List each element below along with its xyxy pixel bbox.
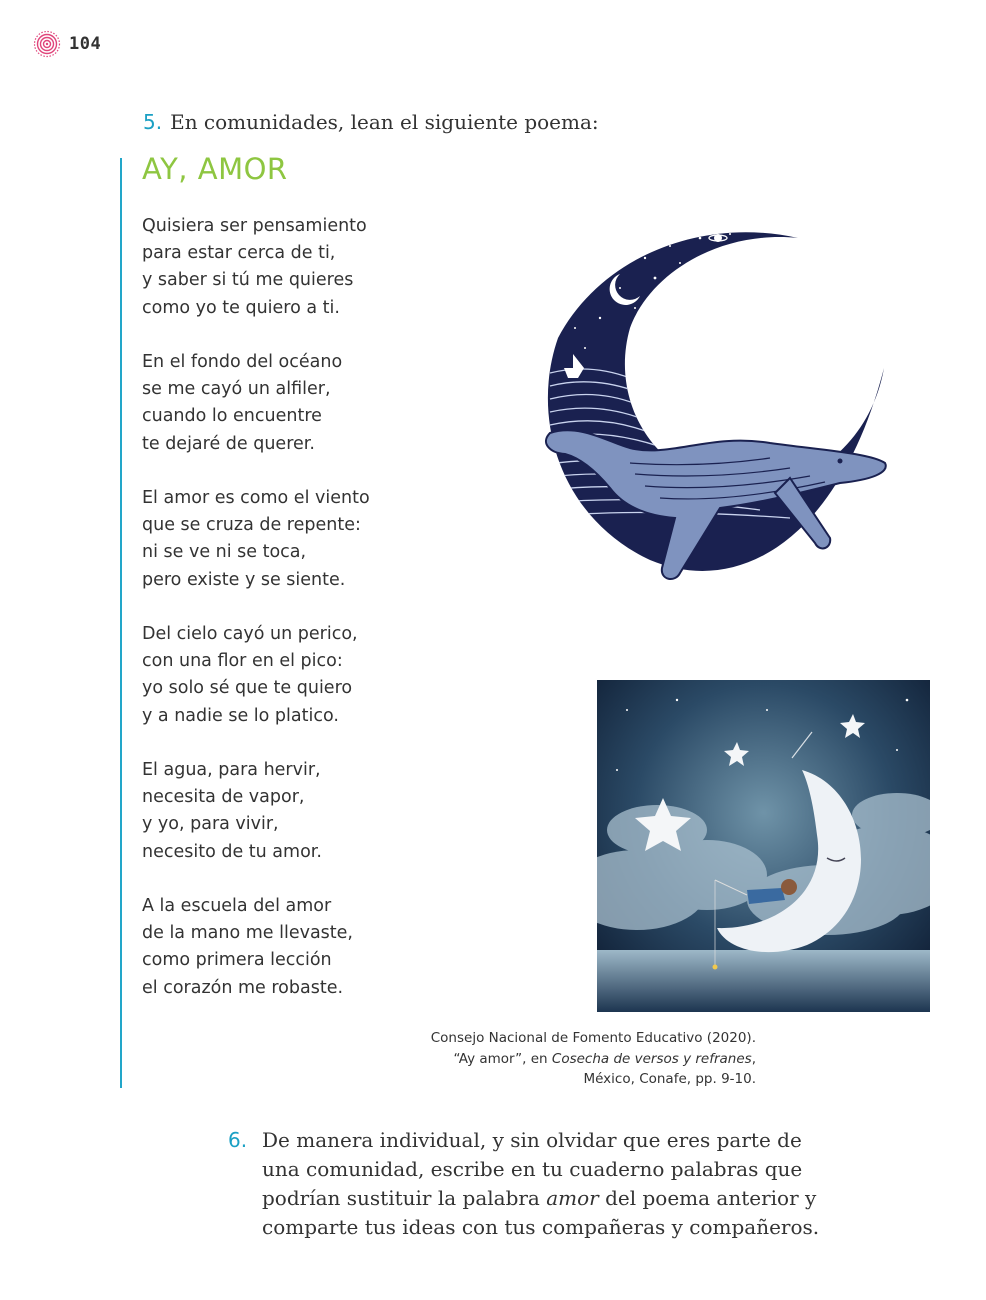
poem-line: yo solo sé que te quiero <box>142 678 353 699</box>
poem-line: El amor es como el viento <box>142 488 370 508</box>
poem-side-rule <box>120 158 122 1088</box>
activity-text: De manera individual, y sin olvidar que eres parte de una comunidad, escribe en tu cuaderno palabras que podrían sustituir la palabra amor del poema anterior y comparte tus ideas con tus compañeras y compañeros. <box>262 1128 820 1239</box>
activity-number: 5. <box>143 110 163 134</box>
page-number: 104 <box>69 34 102 54</box>
poem-line: A la escuela del amor <box>142 896 332 916</box>
book-title: Cosecha de versos y refranes <box>551 1050 752 1067</box>
poem-line: pero existe y se siente. <box>142 569 346 590</box>
target-rings-icon <box>33 30 61 58</box>
poem-line: de la mano me llevaste, <box>142 923 353 944</box>
poem-line: te dejaré de querer. <box>142 433 315 454</box>
poem-line: y a nadie se lo platico. <box>142 705 339 726</box>
activity-5 <box>143 108 599 137</box>
poem-line: cuando lo encuentre <box>142 406 322 427</box>
moon-night-photo <box>597 680 930 1012</box>
poem-stanza <box>142 485 442 594</box>
poem-line: como yo te quiero a ti. <box>142 297 340 318</box>
poem-line: como primera lección <box>142 950 332 971</box>
poem-stanza <box>142 757 442 866</box>
poem-stanza <box>142 893 442 1002</box>
poem-line: para estar cerca de ti, <box>142 243 336 264</box>
poem-citation <box>380 1028 756 1090</box>
poem-line: El agua, para hervir, <box>142 760 321 780</box>
poem-line: y yo, para vivir, <box>142 814 279 835</box>
poem-line: Quisiera ser pensamiento <box>142 216 367 236</box>
activity-number: 6. <box>228 1128 248 1152</box>
citation-line-1: Consejo Nacional de Fomento Educativo (2020). <box>430 1030 756 1046</box>
poem-line: el corazón me robaste. <box>142 977 344 998</box>
emphasized-word: amor <box>546 1186 599 1210</box>
poem-line: Del cielo cayó un perico, <box>142 624 358 644</box>
poem-title: AY, AMOR <box>142 152 288 186</box>
poem-line: En el fondo del océano <box>142 352 343 372</box>
poem-line: con una flor en el pico: <box>142 651 343 672</box>
poem-line: que se cruza de repente: <box>142 515 361 536</box>
poem-stanza <box>142 621 442 730</box>
poem-line: necesita de vapor, <box>142 787 305 808</box>
poem-line: y saber si tú me quieres <box>142 270 354 291</box>
citation-line-3: México, Conafe, pp. 9-10. <box>583 1071 756 1087</box>
poem-line: se me cayó un alfiler, <box>142 379 331 400</box>
poem-stanza <box>142 349 442 458</box>
poem-body <box>142 213 442 1029</box>
activity-6 <box>228 1126 838 1242</box>
poem-line: necesito de tu amor. <box>142 841 322 862</box>
citation-line-2: “Ay amor”, en Cosecha de versos y refranes, <box>453 1050 756 1067</box>
activity-text: En comunidades, lean el siguiente poema: <box>170 110 599 134</box>
page-header <box>33 30 101 58</box>
poem-line: ni se ve ni se toca, <box>142 542 307 563</box>
moon-whale-illustration <box>540 218 890 598</box>
poem-stanza <box>142 213 442 322</box>
